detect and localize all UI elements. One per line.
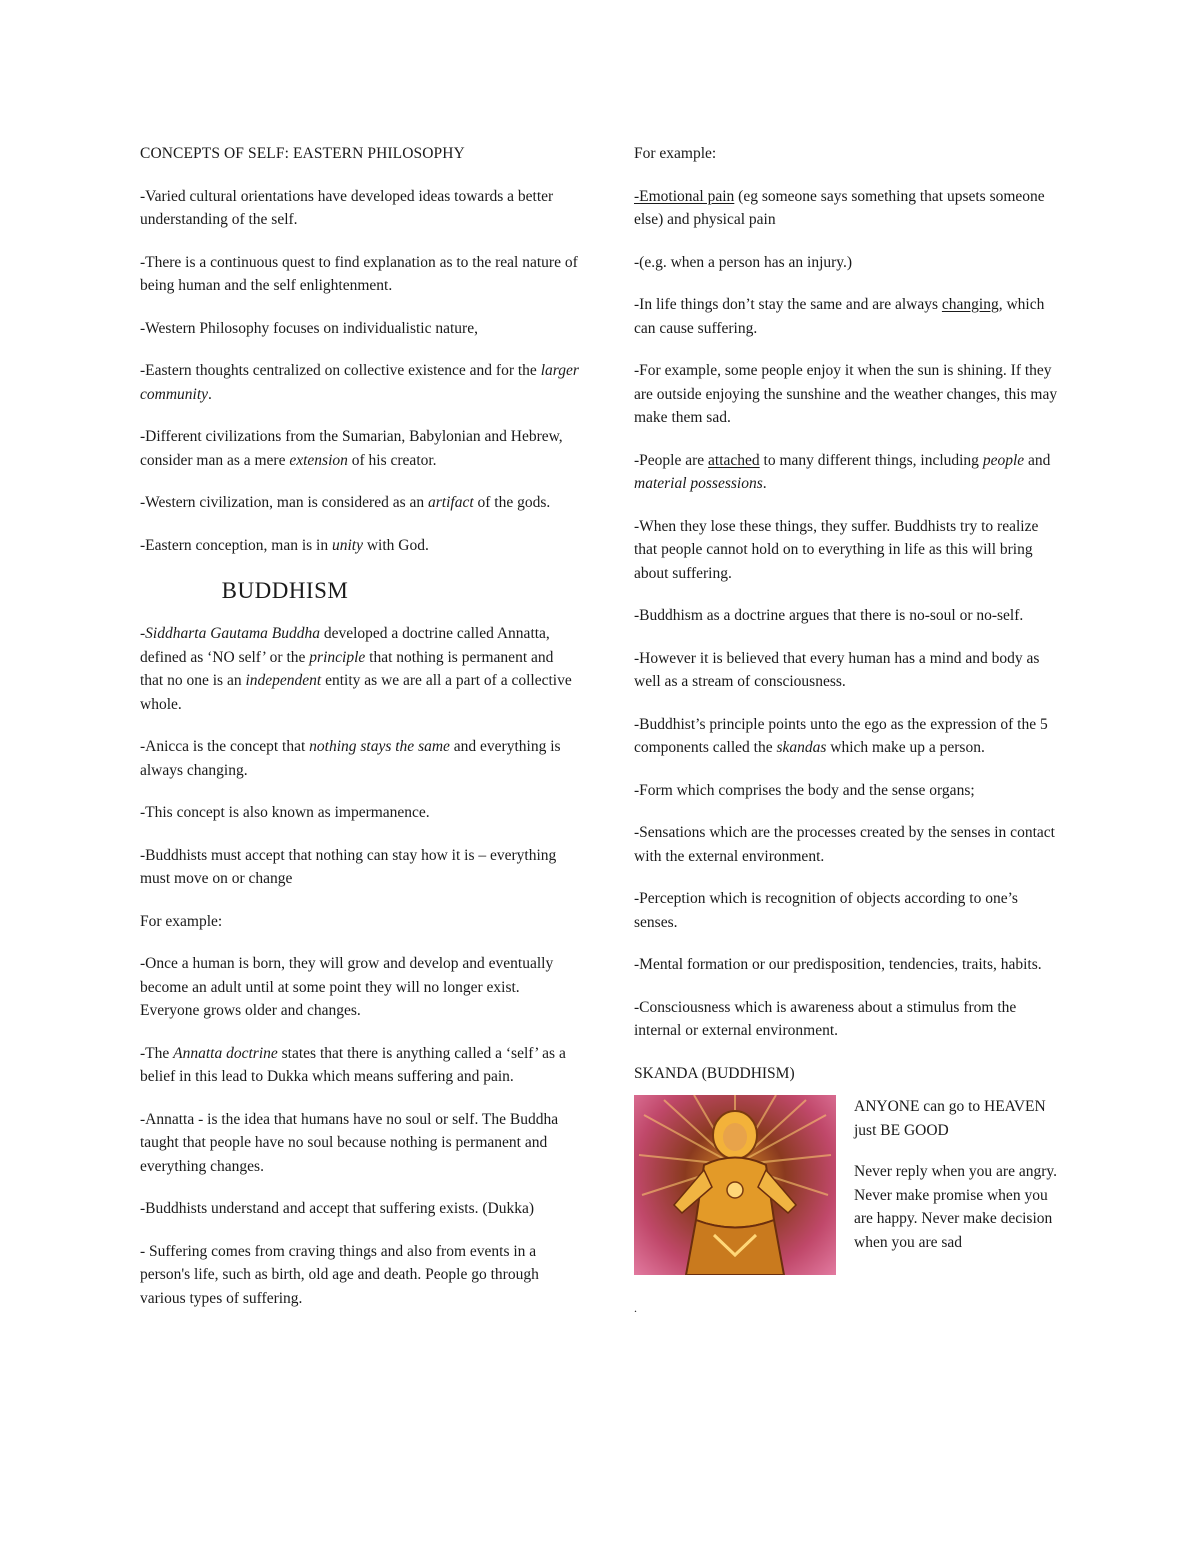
underlined-text: -Emotional pain xyxy=(634,187,735,205)
text-run: -Western civilization, man is considered as an xyxy=(140,494,428,511)
right-column xyxy=(634,142,1060,1321)
paragraph: -Form which comprises the body and the sense organs; xyxy=(634,781,975,799)
paragraph xyxy=(140,735,580,782)
left-column xyxy=(140,142,580,1329)
text-run: -Eastern thoughts centralized on collective existence and for the xyxy=(140,362,541,379)
paragraph: -When they lose these things, they suffer. Buddhists try to realize that people cannot hold on to everything in life as this will bring about suffering. xyxy=(634,517,1039,582)
statue-illustration xyxy=(634,1095,836,1275)
paragraph: -Once a human is born, they will grow and develop and eventually become an adult until at some point they will no longer exist. Everyone grows older and changes. xyxy=(140,955,554,1019)
paragraph: -Perception which is recognition of objects according to one’s senses. xyxy=(634,890,1018,931)
paragraph: -Varied cultural orientations have developed ideas towards a better understanding of the self. xyxy=(140,187,554,228)
paragraph: -For example, some people enjoy it when the sun is shining. If they are outside enjoying the sunshine and the weather changes, this may make them sad. xyxy=(634,362,1058,426)
paragraph xyxy=(634,449,1060,496)
text-run: . xyxy=(208,385,212,403)
text-run: that nothing is permanent and that no one is an xyxy=(140,648,554,689)
section-heading-buddhism: BUDDHISM xyxy=(221,578,349,603)
paragraph: -Annatta - is the idea that humans have no soul or self. The Buddha taught that people have no soul because nothing is permanent and everything changes. xyxy=(140,1110,559,1175)
text-run: -The xyxy=(140,1044,174,1062)
italic-text: Siddharta Gautama Buddha xyxy=(145,625,320,642)
italic-text: nothing stays the same xyxy=(309,738,450,755)
paragraph xyxy=(140,359,580,406)
text-run: -Different civilizations from the Sumarian, Babylonian and Hebrew, consider man as a mere xyxy=(140,428,563,469)
text-run: (eg someone says something that upsets someone else) and physical pain xyxy=(634,187,1045,228)
text-run: - xyxy=(140,625,146,642)
italic-text: unity xyxy=(331,536,363,554)
paragraph: -This concept is also known as impermanence. xyxy=(140,804,430,821)
paragraph: For example: xyxy=(140,912,223,930)
skanda-row xyxy=(634,1095,1060,1275)
text-run: of his creator. xyxy=(347,451,437,469)
italic-text: Annatta doctrine xyxy=(173,1044,278,1062)
paragraph xyxy=(634,713,1060,760)
paragraph: -Mental formation or our predisposition, tendencies, traits, habits. xyxy=(634,956,1042,973)
text-run: to many different things, including xyxy=(759,451,983,469)
underlined-text: changing xyxy=(941,296,999,313)
trailing-dot: . xyxy=(634,1301,637,1315)
paragraph: -Consciousness which is awareness about a stimulus from the internal or external environment. xyxy=(634,998,1017,1039)
paragraph xyxy=(140,425,580,472)
italic-text: principle xyxy=(309,648,366,666)
paragraph xyxy=(140,491,580,515)
paragraph xyxy=(140,1042,580,1089)
text-run: and everything is always changing. xyxy=(140,738,561,779)
skanda-heading: SKANDA (BUDDHISM) xyxy=(634,1064,795,1082)
text-run: -Anicca is the concept that xyxy=(140,738,310,755)
text-run: -People are xyxy=(634,451,709,469)
italic-text: artifact xyxy=(428,494,474,511)
italic-text: larger community xyxy=(140,362,579,403)
italic-text: material possessions xyxy=(634,475,763,492)
text-run: . xyxy=(762,475,767,492)
paragraph: -Western Philosophy focuses on individualistic nature, xyxy=(140,319,478,337)
paragraph: -There is a continuous quest to find explanation as to the real nature of being human and the self enlightenment. xyxy=(140,253,578,294)
paragraph: -Buddhism as a doctrine argues that there is no-soul or no-self. xyxy=(634,607,1024,624)
text-run: and xyxy=(1024,451,1051,469)
italic-text: people xyxy=(982,451,1025,469)
text-run: with God. xyxy=(362,536,429,554)
text-run: developed a doctrine called Annatta, defined as ‘NO self’ or the xyxy=(140,625,550,666)
italic-text: extension xyxy=(289,451,348,469)
text-run: which make up a person. xyxy=(826,739,985,756)
paragraph: -Buddhists understand and accept that suffering exists. (Dukka) xyxy=(140,1200,535,1217)
paragraph: -(e.g. when a person has an injury.) xyxy=(634,253,853,271)
paragraph: For example: xyxy=(634,145,717,162)
paragraph: - Suffering comes from craving things and also from events in a person's life, such as birth, old age and death. People go through various types of suffering. xyxy=(140,1242,539,1307)
text-run: states that there is anything called a ‘self’ as a belief in this lead to Dukka which means suffering and pain. xyxy=(140,1044,566,1085)
text-run: , which can cause suffering. xyxy=(634,296,1045,337)
paragraph: -Buddhists must accept that nothing can stay how it is – everything must move on or change xyxy=(140,846,557,887)
document-title: CONCEPTS OF SELF: EASTERN PHILOSOPHY xyxy=(140,145,465,162)
text-run: entity as we are all a part of a collective whole. xyxy=(140,672,572,713)
italic-text: independent xyxy=(245,672,322,689)
buddha-statue-image xyxy=(634,1095,836,1275)
paragraph xyxy=(140,534,580,558)
text-run: -Buddhist’s principle points unto the ego as the expression of the 5 components called the xyxy=(634,715,1048,756)
paragraph xyxy=(140,622,580,716)
quote-block xyxy=(854,1095,1060,1272)
text-run: -In life things don’t stay the same and are always xyxy=(634,296,942,313)
paragraph xyxy=(634,185,1060,232)
quote-heaven: ANYONE can go to HEAVEN just BE GOOD xyxy=(854,1098,1046,1139)
paragraph: -Sensations which are the processes created by the senses in contact with the external environment. xyxy=(634,824,1055,865)
text-run: of the gods. xyxy=(473,494,551,511)
paragraph: -However it is believed that every human has a mind and body as well as a stream of consciousness. xyxy=(634,649,1040,690)
quote-advice: Never reply when you are angry. Never make promise when you are happy. Never make decision when you are sad xyxy=(854,1163,1057,1251)
text-run: -Eastern conception, man is in xyxy=(140,536,332,554)
underlined-text: attached xyxy=(708,451,760,469)
paragraph xyxy=(634,293,1060,340)
italic-text: skandas xyxy=(776,739,827,756)
